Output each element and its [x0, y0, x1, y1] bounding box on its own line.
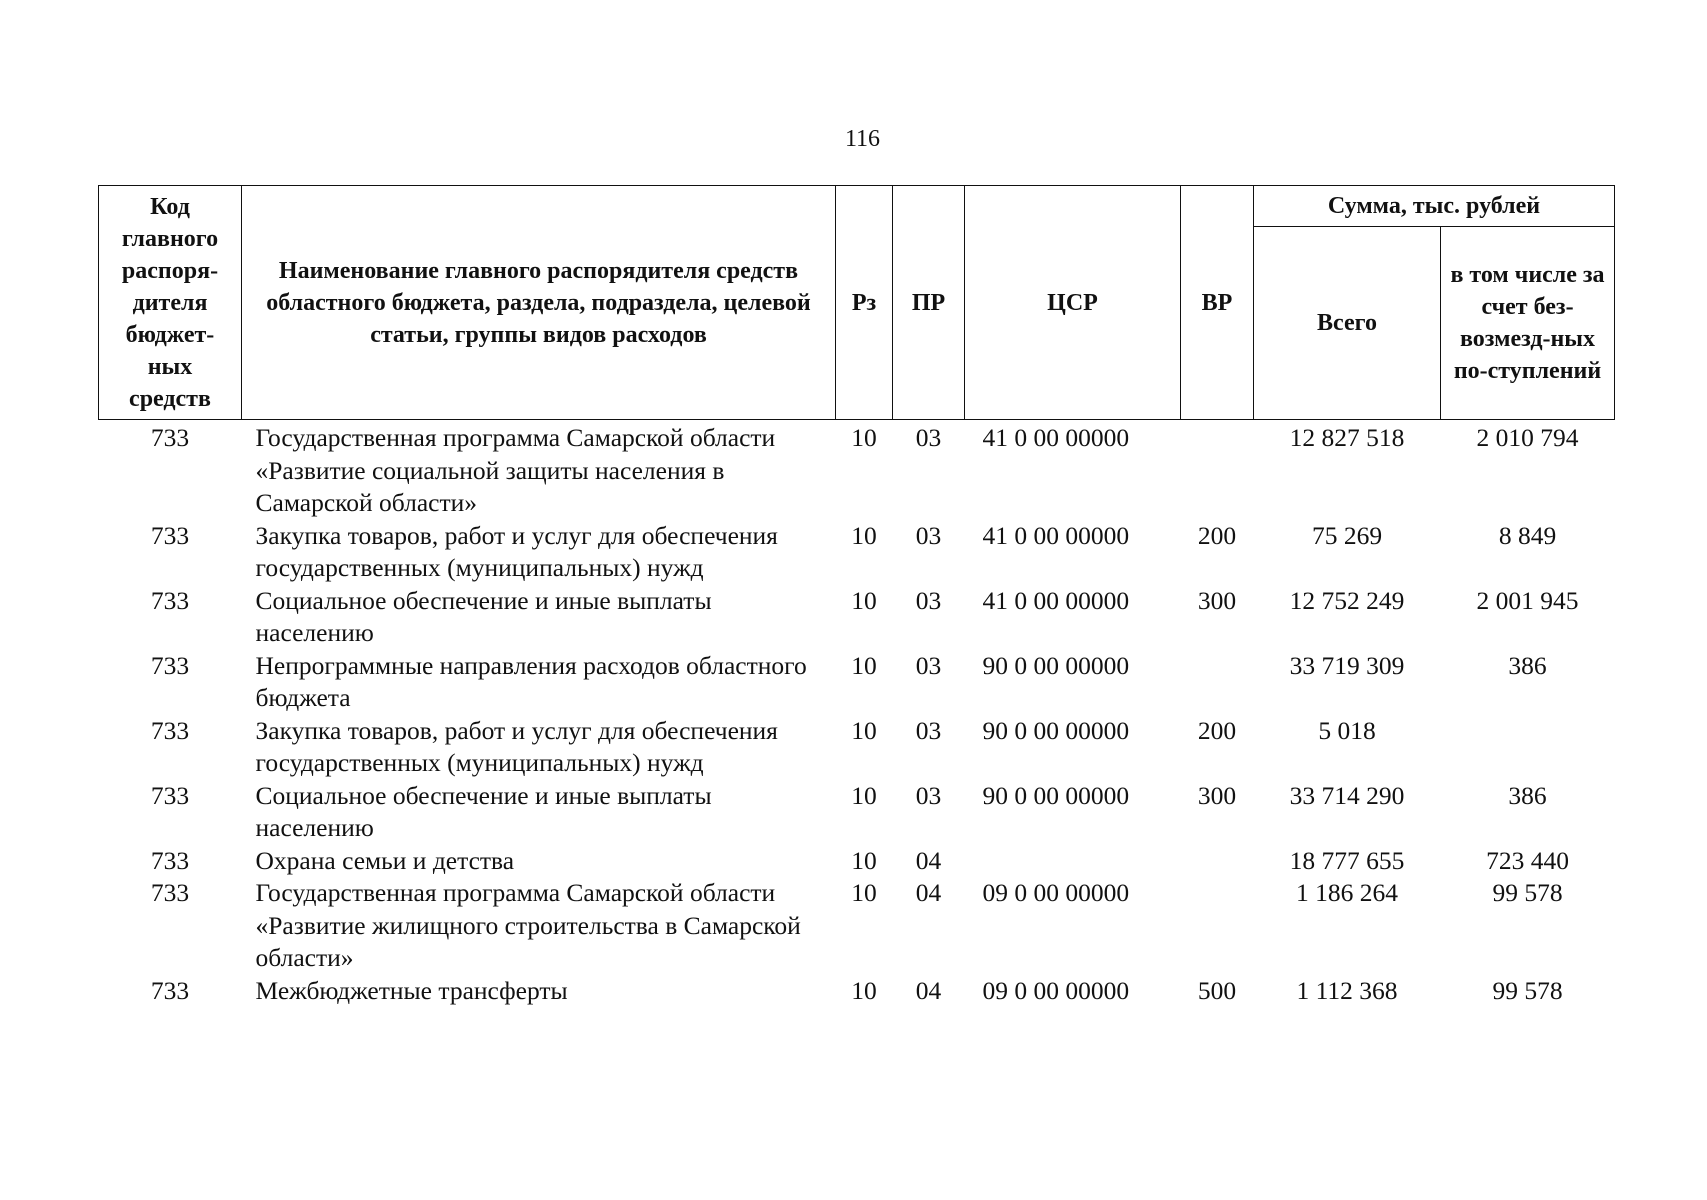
cell-free: 723 440: [1486, 845, 1569, 875]
cell-rz: 10: [851, 975, 877, 1005]
cell-name: Государственная программа Самарской области «Развитие социальной защиты населения в Самарской области»: [255, 423, 776, 517]
table-row: [99, 650, 1615, 715]
cell-code: 733: [150, 650, 190, 680]
cell-code: 733: [150, 780, 190, 810]
cell-name: Социальное обеспечение и иные выплаты населению: [255, 780, 712, 842]
cell-vr: 300: [1197, 780, 1237, 810]
budget-table: [98, 185, 1615, 1007]
cell-name: Государственная программа Самарской области «Развитие жилищного строительства в Самарской области»: [255, 878, 801, 972]
table-row: [99, 585, 1615, 650]
header-total: Всего: [1254, 227, 1441, 420]
cell-rz: 10: [851, 845, 877, 875]
cell-name: Закупка товаров, работ и услуг для обеспечения государственных (муниципальных) нужд: [255, 715, 778, 777]
cell-code: 733: [150, 715, 190, 745]
cell-code: 733: [150, 585, 190, 615]
cell-pr: 03: [915, 423, 942, 452]
header-rz: Рз: [836, 186, 893, 420]
cell-vr: 500: [1197, 975, 1237, 1005]
cell-csr: 09 0 00 00000: [982, 975, 1130, 1005]
cell-csr: 41 0 00 00000: [982, 585, 1130, 615]
cell-code: 733: [150, 975, 190, 1005]
cell-vr: 200: [1197, 520, 1237, 550]
cell-total: 1 186 264: [1296, 878, 1398, 907]
cell-code: 733: [150, 520, 190, 550]
table-row: [99, 877, 1615, 975]
table-row: [99, 780, 1615, 845]
cell-total: 75 269: [1311, 520, 1383, 550]
cell-free: 386: [1508, 780, 1547, 810]
cell-free: 2 001 945: [1476, 585, 1579, 615]
cell-name: Межбюджетные трансферты: [255, 975, 568, 1005]
cell-free: 99 578: [1492, 878, 1563, 907]
cell-csr: 41 0 00 00000: [982, 423, 1130, 452]
cell-csr: [965, 845, 1181, 878]
cell-pr: 03: [915, 650, 942, 680]
cell-free: 2 010 794: [1476, 423, 1579, 452]
cell-total: 33 719 309: [1289, 650, 1405, 680]
cell-rz: 10: [851, 650, 877, 680]
cell-pr: 03: [915, 520, 942, 550]
cell-vr: [1181, 650, 1254, 715]
cell-csr: 09 0 00 00000: [982, 878, 1130, 907]
table-row: [99, 520, 1615, 585]
cell-total: 33 714 290: [1289, 780, 1405, 810]
cell-rz: 10: [851, 585, 877, 615]
cell-name: Социальное обеспечение и иные выплаты населению: [255, 585, 712, 647]
cell-vr: [1181, 845, 1254, 878]
cell-csr: 41 0 00 00000: [982, 520, 1130, 550]
table-body: [99, 420, 1615, 1008]
header-csr: ЦСР: [965, 186, 1181, 420]
cell-rz: 10: [851, 423, 877, 452]
table-row: [99, 420, 1615, 520]
header-name: Наименование главного распорядителя средств областного бюджета, раздела, подраздела, целевой статьи, группы видов расходов: [242, 186, 836, 420]
cell-csr: 90 0 00 00000: [982, 715, 1130, 745]
cell-rz: 10: [851, 715, 877, 745]
cell-pr: 04: [915, 878, 942, 907]
cell-total: 12 827 518: [1289, 423, 1405, 452]
cell-name: Непрограммные направления расходов областного бюджета: [255, 650, 807, 712]
cell-pr: 03: [915, 585, 942, 615]
cell-vr: 200: [1197, 715, 1237, 745]
cell-vr: [1181, 877, 1254, 975]
cell-pr: 03: [915, 715, 942, 745]
cell-code: 733: [150, 878, 190, 907]
header-pr: ПР: [893, 186, 965, 420]
cell-total: 18 777 655: [1289, 845, 1405, 875]
table-row: [99, 975, 1615, 1008]
cell-free: 386: [1508, 650, 1547, 680]
cell-free: [1441, 715, 1615, 780]
table-row: [99, 715, 1615, 780]
cell-code: 733: [150, 845, 190, 875]
cell-csr: 90 0 00 00000: [982, 650, 1130, 680]
header-vr: ВР: [1181, 186, 1254, 420]
cell-rz: 10: [851, 520, 877, 550]
table-header: [99, 186, 1615, 420]
header-code: Код главного распоря-дителя бюджет-ных средств: [99, 186, 242, 420]
cell-free: 99 578: [1492, 975, 1563, 1005]
cell-code: 733: [150, 423, 190, 452]
cell-rz: 10: [851, 878, 877, 907]
cell-vr: 300: [1197, 585, 1237, 615]
cell-total: 5 018: [1318, 715, 1376, 745]
cell-csr: 90 0 00 00000: [982, 780, 1130, 810]
header-sum-group: Сумма, тыс. рублей: [1254, 186, 1615, 227]
table-row: [99, 845, 1615, 878]
header-free: в том числе за счет без-возмезд-ных по-ступлений: [1441, 227, 1615, 420]
cell-pr: 03: [915, 780, 942, 810]
cell-vr: [1181, 420, 1254, 520]
page-number: 116: [844, 126, 881, 152]
cell-free: 8 849: [1498, 520, 1557, 550]
cell-name: Охрана семьи и детства: [255, 845, 515, 875]
cell-total: 12 752 249: [1289, 585, 1405, 615]
cell-pr: 04: [915, 975, 942, 1005]
cell-pr: 04: [915, 845, 942, 875]
cell-total: 1 112 368: [1296, 975, 1398, 1005]
cell-rz: 10: [851, 780, 877, 810]
cell-name: Закупка товаров, работ и услуг для обеспечения государственных (муниципальных) нужд: [255, 520, 778, 582]
